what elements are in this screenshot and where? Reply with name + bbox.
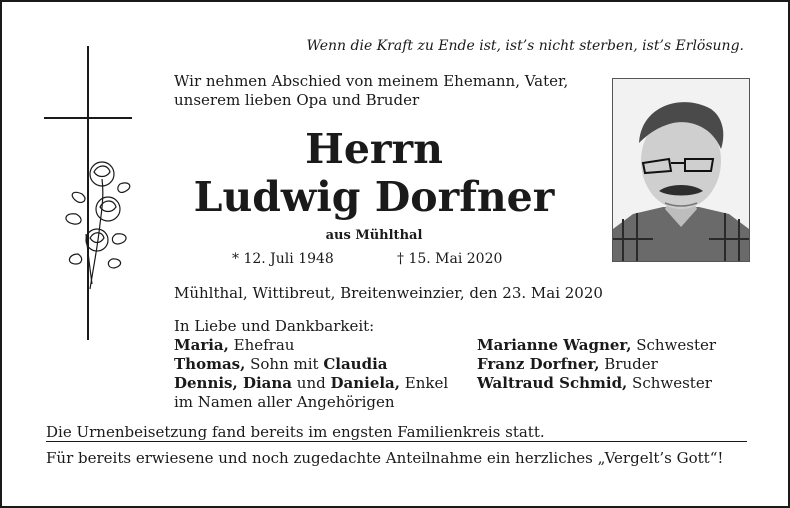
portrait-illustration [613,79,749,261]
salutation: Herrn [305,125,443,173]
intro-line-1: Wir nehmen Abschied von meinem Ehemann, Vater, [174,72,569,90]
deceased-name: Ludwig Dorfner [193,173,555,221]
motto: Wenn die Kraft zu Ende ist, ist’s nicht sterben, ist’s Erlösung. [306,38,744,54]
family-member: Waltraud Schmid, Schwester [477,374,712,392]
family-member: Franz Dorfner, Bruder [477,355,658,373]
family-member: Marianne Wagner, Schwester [477,336,717,354]
cross-with-roses-icon [42,44,152,344]
family-member: Dennis, Diana und Daniela, Enkel [174,374,449,392]
family-member: im Namen aller Angehörigen [174,393,395,411]
place-date: Mühlthal, Wittibreut, Breitenweinzier, den 23. Mai 2020 [174,284,603,302]
intro-text [174,72,568,110]
divider [46,441,747,442]
family-member: Maria, Ehefrau [174,336,295,354]
burial-note: Die Urnenbeisetzung fand bereits im engsten Familienkreis statt. [46,423,545,441]
intro-line-2: unserem lieben Opa und Bruder [174,91,420,109]
birth-date: * 12. Juli 1948 [232,251,334,267]
death-date: † 15. Mai 2020 [397,251,503,267]
gratitude-note: Für bereits erwiesene und noch zugedachte Anteilnahme ein herzliches „Vergelt’s Gott“! [46,449,724,467]
origin: aus Mühlthal [325,228,423,243]
family-member: Thomas, Sohn mit Claudia [174,355,388,373]
portrait-photo [612,78,750,262]
family-list-right [477,336,716,393]
thanks-heading: In Liebe und Dankbarkeit: [174,317,375,335]
family-list-left [174,336,448,412]
